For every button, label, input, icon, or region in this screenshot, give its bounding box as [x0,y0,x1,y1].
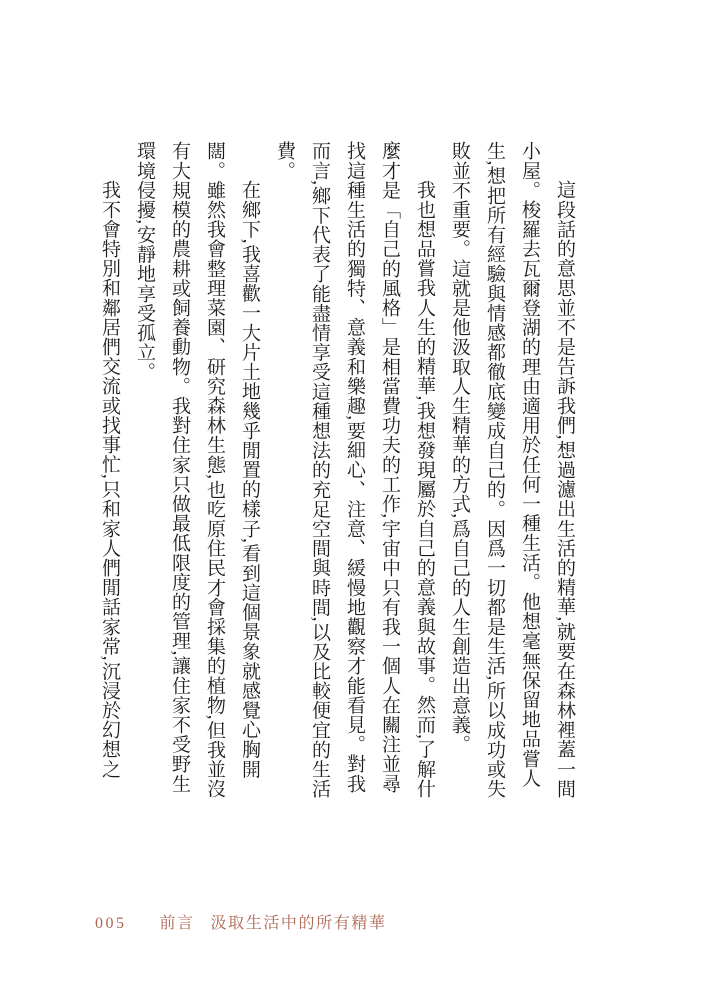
paragraph-2: 我也想品嘗我人生的精華,我想發現屬於自己的意義與故事。然而,了解什麼才是「自己的風格」是相當費功夫的工作,宇宙中只有我一個人在關注並尋找這種生活的獨特、意義和樂趣,要細心、注意、緩慢地觀察才能看見。對我而言,鄉下代表了能盡情享受這種想法的充足空間與時間,以及比較便宜的生活費。 [274,141,435,799]
paragraph-1: 這段話的意思並不是告訴我們,想過濾出生活的精華,就要在森林裡蓋一間小屋。梭羅去瓦爾登湖的理由適用於任何一種生活。他想毫無保留地品嘗人生,想把所有經驗與情感都徹底變成自己的。因爲一切都是生活,所以成功或失敗並不重要。這就是他汲取人生精華的方式,爲自己的人生創造出意義。 [449,141,575,799]
page-footer [95,914,387,934]
chapter-label: 前言 [159,915,195,932]
body-text [92,141,582,809]
chapter-title: 汲取生活中的所有精華 [210,915,387,932]
paragraph-4: 我不會特別和鄰居們交流或找事忙,只和家人們閒話家常,沉浸於幻想之 [99,180,120,779]
paragraph-3: 在鄉下,我喜歡一大片土地幾乎閒置的樣子,看到這個景象就感覺心胸開闊。雖然我會整理菜園、研究森林生態,也吃原住民才會採集的植物,但我並沒有大規模的農耕或飼養動物。我對住家只做最低限度的管理,讓住家不受野生環境侵擾,安靜地享受孤立。 [134,141,260,799]
page-number: 005 [95,915,127,932]
